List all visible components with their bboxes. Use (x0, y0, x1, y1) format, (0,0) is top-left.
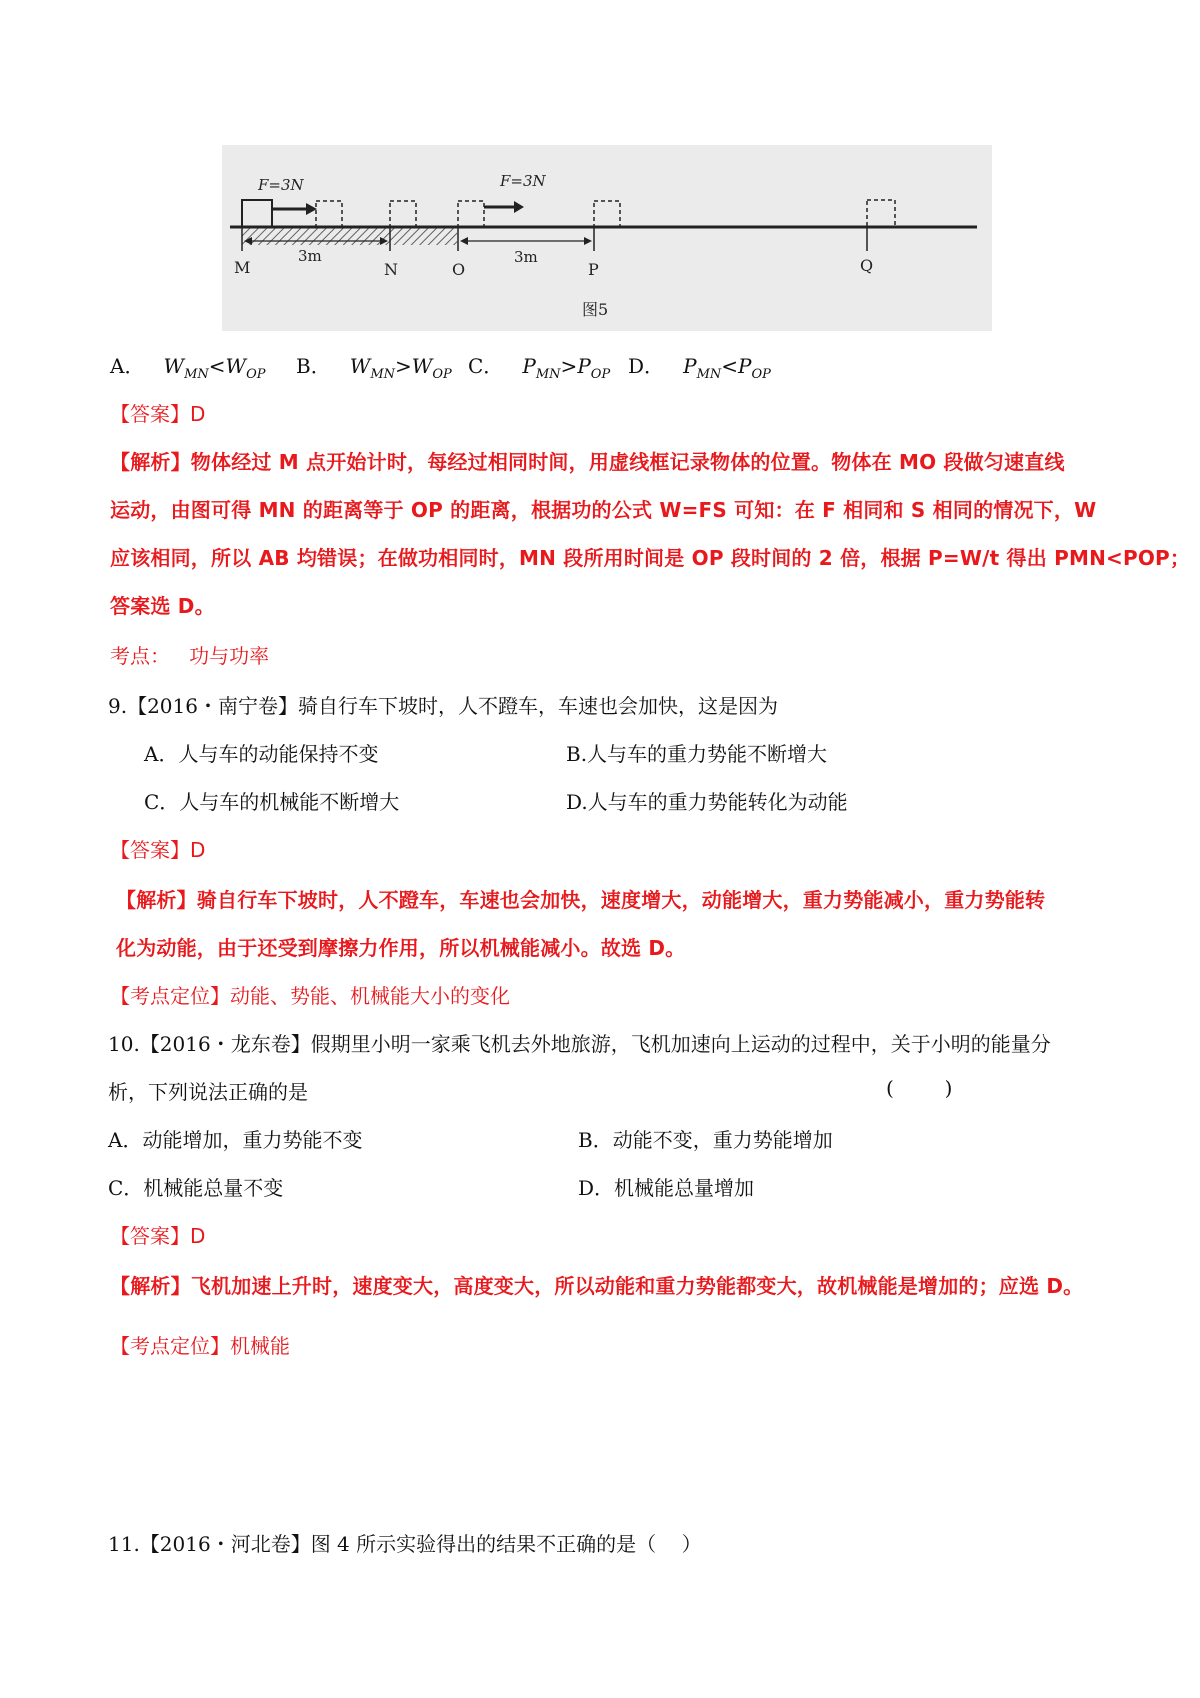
q9-option-c: C．人与车的机械能不断增大 (144, 790, 400, 814)
q9-analysis-line-2: 化为动能，由于还受到摩擦力作用，所以机械能减小。故选 D。 (116, 936, 686, 960)
dimension-OP-label: 3m (514, 248, 538, 266)
dimension-OP-arrow-right (584, 237, 592, 245)
force-arrowhead-2 (514, 201, 524, 213)
q8-option-d-sub1: MN (696, 367, 722, 382)
q8-option-d-sym2: P (738, 354, 752, 378)
q10-stem-line-2: 析，下列说法正确的是 (108, 1080, 308, 1104)
q8-option-a-sub2: OP (246, 367, 266, 382)
q10-answer-paren: ( ) (886, 1076, 953, 1100)
q8-option-a-sub1: MN (184, 367, 209, 382)
box-N (390, 201, 416, 227)
q10-option-b: B．动能不变，重力势能增加 (578, 1128, 833, 1152)
q9-stem: 9.【2016・南宁卷】骑自行车下坡时，人不蹬车，车速也会加快，这是因为 (108, 694, 778, 718)
q8-option-b-sym: W (349, 354, 371, 378)
q8-analysis-line-1: 【解析】物体经过 M 点开始计时，每经过相同时间，用虚线框记录物体的位置。物体在 MO 段做匀速直线 (110, 450, 1065, 474)
figure-caption: 图5 (582, 300, 609, 319)
q9-topic: 【考点定位】动能、势能、机械能大小的变化 (110, 984, 510, 1008)
q8-option-b-sub1: MN (370, 367, 396, 382)
box-O (458, 201, 484, 227)
q10-answer: 【答案】D (110, 1224, 206, 1248)
q8-option-d (628, 350, 771, 382)
figure-5 (222, 145, 992, 331)
q8-option-c (468, 350, 610, 382)
force-label-2: F=3N (500, 172, 546, 190)
q8-option-c-op: > (560, 354, 578, 378)
dimension-OP-arrow-left (460, 237, 468, 245)
q8-option-b-op: > (395, 354, 412, 378)
dimension-MN-label: 3m (298, 247, 322, 265)
point-label-O: O (452, 260, 466, 279)
q8-analysis-line-3: 应该相同，所以 AB 均错误；在做功相同时，MN 段所用时间是 OP 段时间的 2 倍，根据 P=W/t 得出 PMN<POP； (110, 546, 1191, 570)
q9-answer: 【答案】D (110, 838, 206, 862)
q8-option-d-op: < (721, 354, 739, 378)
box-2 (316, 201, 342, 227)
q8-option-a-sym: W (163, 354, 185, 378)
box-M (242, 200, 272, 227)
q10-option-d: D．机械能总量增加 (578, 1176, 755, 1200)
q8-analysis-line-2: 运动，由图可得 MN 的距离等于 OP 的距离，根据功的公式 W=FS 可知：在 F 相同和 S 相同的情况下，W (110, 498, 1097, 522)
point-label-P: P (588, 260, 599, 279)
point-label-M: M (234, 258, 251, 277)
q10-option-a: A．动能增加，重力势能不变 (108, 1128, 363, 1152)
q8-option-b-letter: B． (296, 354, 331, 378)
point-label-N: N (384, 260, 398, 279)
box-P (594, 201, 620, 227)
q9-analysis-line-1: 【解析】骑自行车下坡时，人不蹬车，车速也会加快，速度增大，动能增大，重力势能减小，重力势能转 (116, 888, 1046, 912)
point-label-Q: Q (860, 256, 874, 275)
q8-option-c-sub1: MN (535, 367, 561, 382)
q8-option-d-sym: P (683, 354, 697, 378)
q8-option-c-sym: P (522, 354, 536, 378)
force-label-1: F=3N (258, 176, 304, 194)
q8-option-b-sub2: OP (432, 367, 452, 382)
figure-5-diagram (222, 145, 992, 331)
q8-option-b (296, 350, 452, 382)
q8-analysis-line-4: 答案选 D。 (110, 594, 215, 618)
q8-option-a-op: < (208, 354, 226, 378)
q10-option-c: C．机械能总量不变 (108, 1176, 284, 1200)
q8-option-a-sym2: W (225, 354, 247, 378)
q8-option-a (110, 350, 266, 382)
q8-option-c-sub2: OP (590, 367, 611, 382)
q8-topic: 考点： 功与功率 (110, 644, 270, 668)
q8-option-c-sym2: P (577, 354, 591, 378)
q10-analysis: 【解析】飞机加速上升时，速度变大，高度变大，所以动能和重力势能都变大，故机械能是增加的；应选 D。 (110, 1274, 1084, 1298)
q9-option-b: B.人与车的重力势能不断增大 (566, 742, 828, 766)
q10-stem-line-1: 10.【2016・龙东卷】假期里小明一家乘飞机去外地旅游，飞机加速向上运动的过程中，关于小明的能量分 (108, 1032, 1051, 1056)
q11-stem: 11.【2016・河北卷】图 4 所示实验得出的结果不正确的是（ ） (108, 1532, 702, 1556)
box-Q (867, 200, 895, 227)
q9-option-a: A．人与车的动能保持不变 (144, 742, 379, 766)
friction-surface (242, 227, 457, 245)
q9-option-d: D.人与车的重力势能转化为动能 (566, 790, 848, 814)
q8-option-d-letter: D． (628, 354, 665, 378)
q8-option-b-sym2: W (411, 354, 433, 378)
q8-answer: 【答案】D (110, 402, 206, 426)
q8-option-d-sub2: OP (751, 367, 771, 382)
q8-option-a-letter: A． (110, 354, 145, 378)
q8-option-c-letter: C． (468, 354, 504, 378)
q10-topic: 【考点定位】机械能 (110, 1334, 290, 1358)
